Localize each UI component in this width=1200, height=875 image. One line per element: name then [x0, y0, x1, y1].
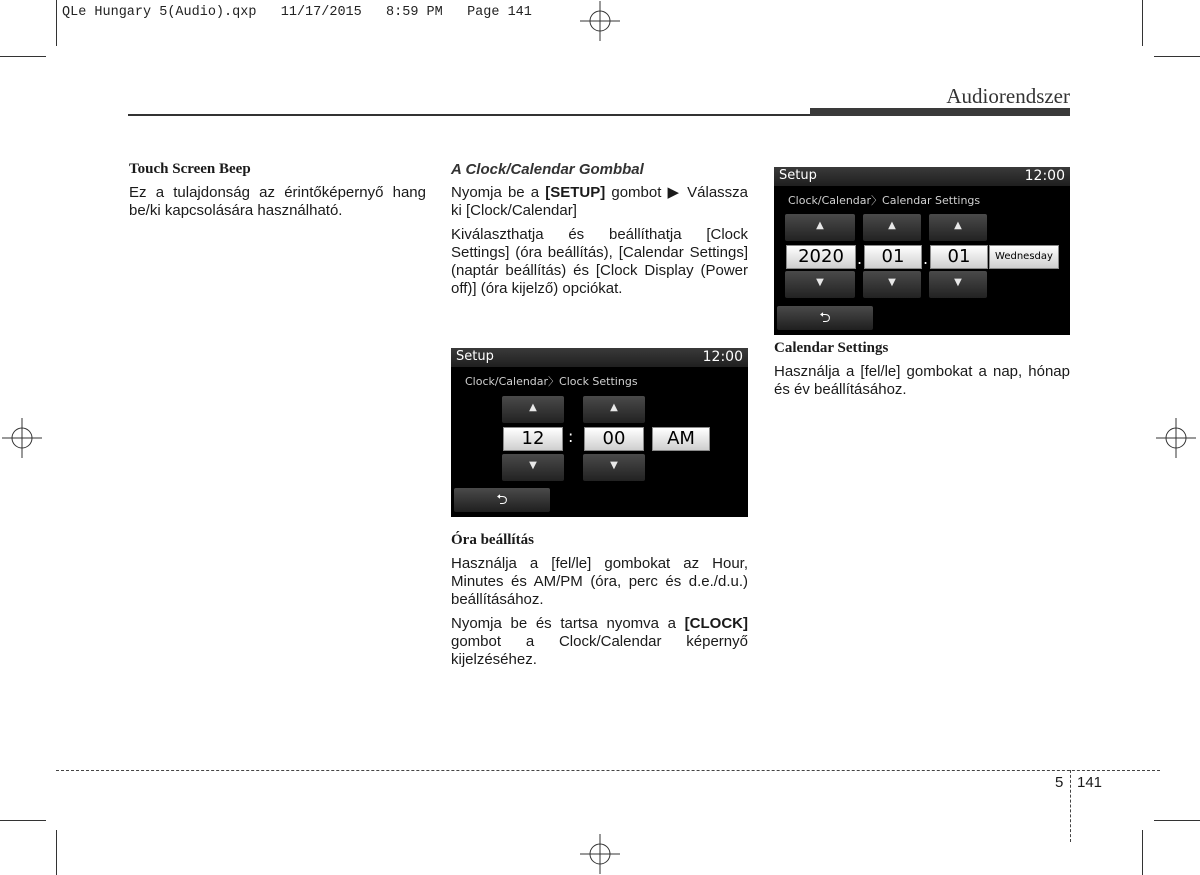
footer-dashed-divider	[1070, 770, 1071, 842]
arrow-down-icon: ▼	[954, 277, 962, 288]
clock-calendar-heading: A Clock/Calendar Gombbal	[451, 161, 644, 178]
registration-mark-icon	[580, 1, 620, 41]
minute-value: 00	[584, 427, 644, 451]
day-up-button[interactable]	[929, 214, 987, 241]
crop-mark	[1154, 56, 1200, 57]
section-title: Audiorendszer	[946, 84, 1070, 108]
ampm-button[interactable]: AM	[652, 427, 710, 451]
chapter-number: 5	[1055, 774, 1064, 791]
arrow-down-icon: ▼	[816, 277, 824, 288]
back-button[interactable]	[454, 488, 550, 512]
screen-header	[451, 348, 748, 367]
touch-screen-beep-heading: Touch Screen Beep	[129, 161, 251, 177]
column-1	[129, 161, 426, 226]
clock-settings-text: Használja a [fel/le] gombokat az Hour, Minutes és AM/PM (óra, perc és d.e./d.u.) beállításához.	[451, 555, 748, 608]
arrow-up-icon: ▲	[954, 220, 962, 231]
screen-breadcrumb: Clock/Calendar〉Calendar Settings	[788, 194, 981, 207]
clock-key: [CLOCK]	[684, 615, 748, 632]
arrow-up-icon: ▲	[529, 402, 537, 413]
clock-key-text: Nyomja be és tartsa nyomva a	[451, 615, 685, 632]
back-button[interactable]	[777, 306, 873, 330]
crop-mark	[1142, 0, 1143, 46]
column-2	[451, 161, 748, 304]
clock-key-instruction	[451, 615, 748, 669]
footer-dashed-rule	[56, 770, 1160, 771]
weekday-label: Wednesday	[989, 245, 1059, 269]
year-up-button[interactable]	[785, 214, 855, 241]
day-value: 01	[930, 245, 988, 269]
arrow-down-icon: ▼	[888, 277, 896, 288]
hour-value: 12	[503, 427, 563, 451]
screen-breadcrumb: Clock/Calendar〉Clock Settings	[465, 375, 638, 388]
setup-instruction-tail: gombot ▶ Válassza ki [Clock/Calendar]	[451, 184, 749, 219]
arrow-up-icon: ▲	[816, 220, 824, 231]
header-rule-thick	[810, 108, 1070, 116]
arrow-up-icon: ▲	[610, 402, 618, 413]
month-up-button[interactable]	[863, 214, 921, 241]
crop-mark	[1154, 820, 1200, 821]
back-arrow-icon: ⮌	[819, 310, 831, 326]
hour-up-button[interactable]	[502, 396, 564, 423]
setup-key: [SETUP]	[545, 184, 606, 201]
touch-screen-beep-text: Ez a tulajdonság az érintőképernyő hang be/ki kapcsolására használható.	[129, 184, 426, 219]
hour-down-button[interactable]	[502, 454, 564, 481]
crop-mark	[0, 56, 46, 57]
registration-mark-icon	[2, 418, 42, 458]
arrow-down-icon: ▼	[529, 460, 537, 471]
year-value: 2020	[786, 245, 856, 269]
screen-title: Setup	[779, 168, 817, 183]
setup-instruction-text: Nyomja be a	[451, 184, 546, 201]
column-3	[774, 340, 1070, 405]
arrow-down-icon: ▼	[610, 460, 618, 471]
calendar-settings-caption: Calendar Settings	[774, 340, 889, 356]
month-down-button[interactable]	[863, 271, 921, 298]
date-separator: .	[857, 249, 863, 268]
minute-up-button[interactable]	[583, 396, 645, 423]
registration-mark-icon	[1156, 418, 1196, 458]
print-slug: QLe Hungary 5(Audio).qxp 11/17/2015 8:59 PM Page 141	[62, 5, 532, 20]
crop-mark	[56, 830, 57, 875]
page-number: 141	[1077, 774, 1103, 791]
crop-mark	[0, 820, 46, 821]
setup-instruction	[451, 184, 748, 220]
time-separator: :	[568, 427, 574, 446]
options-description: Kiválaszthatja és beállíthatja [Clock Settings] (óra beállítás), [Calendar Settings] (naptár beállítás) és [Clock Display (Power off)] (óra kijelző) opciókat.	[451, 226, 748, 297]
column-2-lower	[451, 532, 748, 675]
clock-settings-caption: Óra beállítás	[451, 532, 534, 548]
day-down-button[interactable]	[929, 271, 987, 298]
crop-mark	[56, 0, 57, 46]
clock-key-tail: gombot a Clock/Calendar képernyő kijelzéséhez.	[451, 633, 748, 668]
minute-down-button[interactable]	[583, 454, 645, 481]
screen-title: Setup	[456, 349, 494, 364]
date-separator: .	[923, 249, 929, 268]
arrow-up-icon: ▲	[888, 220, 896, 231]
screen-clock: 12:00	[702, 349, 743, 365]
screen-clock: 12:00	[1024, 168, 1065, 184]
month-value: 01	[864, 245, 922, 269]
back-arrow-icon: ⮌	[496, 492, 508, 508]
calendar-settings-screen	[774, 167, 1070, 335]
registration-mark-icon	[580, 834, 620, 874]
header-rule	[128, 114, 810, 116]
calendar-settings-text: Használja a [fel/le] gombokat a nap, hónap és év beállításához.	[774, 363, 1070, 398]
screen-header	[774, 167, 1070, 186]
year-down-button[interactable]	[785, 271, 855, 298]
crop-mark	[1142, 830, 1143, 875]
clock-settings-screen	[451, 348, 748, 517]
